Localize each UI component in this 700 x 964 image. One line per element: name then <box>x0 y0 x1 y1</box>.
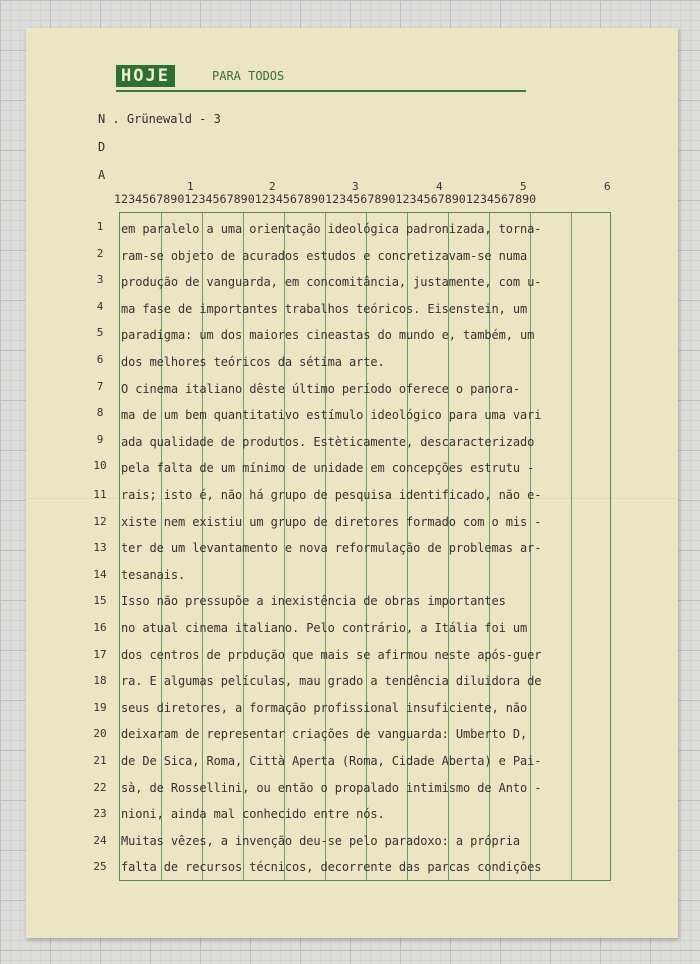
line-number: 9 <box>96 432 104 446</box>
text-line: tesanais. <box>121 567 186 582</box>
text-line: paradigma: um dos maiores cineastas do mundo e, também, um <box>121 328 535 343</box>
ruler-ten-mark: 5 <box>520 180 527 193</box>
line-number: 24 <box>93 833 107 847</box>
manuscript-sheet <box>26 28 678 938</box>
text-line: Isso não pressupõe a inexistência de obras importantes <box>121 594 506 609</box>
text-line: Muitas vêzes, a invenção deu-se pelo paradoxo: a própria <box>121 833 520 848</box>
ruler-ten-mark: 4 <box>436 180 443 193</box>
line-number: 25 <box>93 860 107 874</box>
line-number: 20 <box>93 727 107 741</box>
text-line: deixaram de representar criações de vanguarda: Umberto D, <box>121 727 528 742</box>
text-line: ma de um bem quantitativo estímulo ideológico para uma vari <box>121 408 542 423</box>
side-letter-a: A <box>98 168 106 182</box>
author-line: N . Grünewald - 3 <box>98 112 221 126</box>
line-number: 3 <box>96 273 104 287</box>
letterhead-slogan: PARA TODOS <box>212 69 285 83</box>
line-number: 15 <box>93 594 107 608</box>
text-line: sà, de Rossellini, ou então o propalado intimismo de Anto - <box>121 780 542 795</box>
text-line: de De Sica, Roma, Città Aperta (Roma, Cidade Aberta) e Pai- <box>121 754 542 768</box>
text-line: nioni, ainda mal conhecido entre nós. <box>121 807 385 822</box>
text-line: em paralelo a uma orientação ideológica padronizada, torna- <box>121 222 542 236</box>
line-number: 22 <box>93 780 107 794</box>
text-line: ra. E algumas películas, mau grado a tendência diluidora de <box>121 674 542 689</box>
text-line: xiste nem existiu um grupo de diretores formado com o mis - <box>121 514 542 529</box>
line-number: 4 <box>96 299 104 313</box>
line-number: 6 <box>96 353 104 366</box>
text-line: ram-se objeto de acurados estudos e concretizavam-se numa <box>121 248 528 263</box>
text-line: pela falta de um mínimo de unidade em concepções estrutu - <box>121 461 535 476</box>
text-line: produção de vanguarda, em concomitância, justamente, com u- <box>121 275 542 290</box>
text-line: no atual cinema italiano. Pelo contrário, a Itália foi um <box>121 621 528 635</box>
text-line: falta de recursos técnicos, decorrente das parcas condições <box>121 860 542 875</box>
text-line: dos melhores teóricos da sétima arte. <box>121 355 385 369</box>
line-number: 19 <box>93 700 107 714</box>
line-number: 5 <box>96 326 104 340</box>
line-number: 18 <box>93 674 107 688</box>
text-line: seus diretores, a formação profissional insuficiente, não <box>121 700 528 715</box>
ruler-ten-mark: 1 <box>187 180 194 193</box>
text-line: ma fase de importantes trabalhos teóricos. Eisenstein, um <box>121 301 528 316</box>
line-number: 12 <box>93 514 107 528</box>
ruler-ten-mark: 6 <box>604 180 611 193</box>
text-line: ter de um levantamento e nova reformulação de problemas ar- <box>121 541 542 556</box>
line-number: 10 <box>93 459 107 473</box>
text-line: O cinema italiano dêste último período oferece o panora- <box>121 381 520 396</box>
line-number: 13 <box>93 541 107 555</box>
line-number: 16 <box>93 621 107 634</box>
ruler-ten-mark: 2 <box>269 180 276 193</box>
line-number: 11 <box>93 488 107 501</box>
line-number: 14 <box>93 567 107 581</box>
line-number: 2 <box>96 246 104 260</box>
line-number: 8 <box>96 406 104 420</box>
line-number: 7 <box>96 379 104 393</box>
line-number: 1 <box>96 220 104 233</box>
text-line: ada qualidade de produtos. Estèticamente, descaracterizado <box>121 434 535 449</box>
line-number: 17 <box>93 647 107 661</box>
ruler-units: 123456789012345678901234567890123456789012345678901234567890 <box>114 192 537 206</box>
grid-line <box>571 213 572 880</box>
ruler-ten-mark: 3 <box>352 180 359 193</box>
text-line: dos centros de produção que mais se afirmou neste após-guer <box>121 647 542 662</box>
text-line: rais; isto é, não há grupo de pesquisa identificado, não e- <box>121 488 542 502</box>
line-number: 21 <box>93 754 107 767</box>
line-number: 23 <box>93 807 107 821</box>
side-letter-d: D <box>98 140 106 154</box>
letterhead <box>116 65 526 92</box>
hoje-logo: HOJE <box>116 65 175 87</box>
